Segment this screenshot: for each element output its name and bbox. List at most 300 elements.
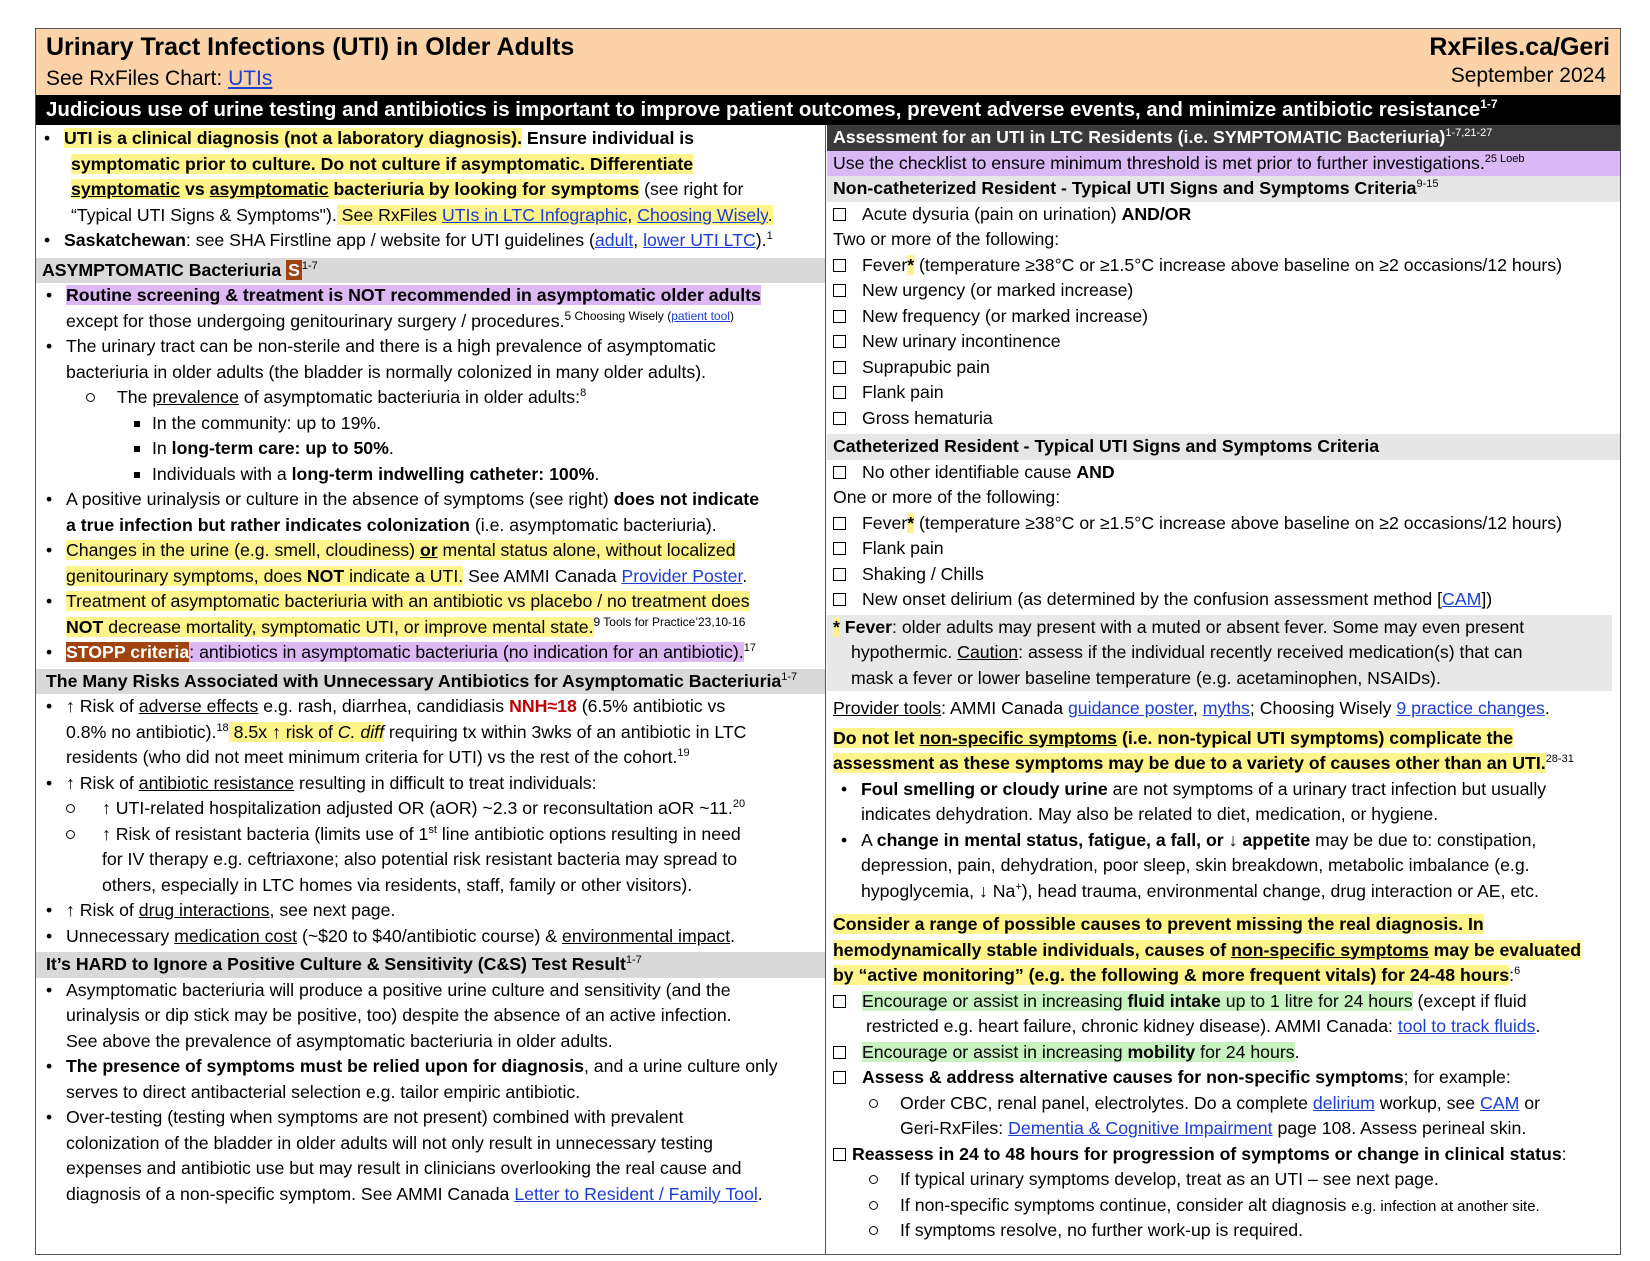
right-consider-a1b: fluid intake	[1127, 990, 1221, 1011]
text-line	[833, 1065, 1620, 1091]
right-consider-a6a: Geri-RxFiles:	[900, 1118, 1009, 1138]
cath-heading	[827, 434, 1620, 460]
stopp-criteria-label: STOPP criteria	[66, 642, 190, 662]
left-asym-b6ref: 17	[743, 642, 756, 655]
text-line	[44, 228, 825, 254]
left-intro-l2a: symptomatic prior to culture.	[71, 153, 316, 174]
left-asym-b3b: does not indicate	[613, 489, 760, 509]
checkbox[interactable]	[833, 208, 846, 221]
practice-changes-link[interactable]: 9 practice changes	[1396, 698, 1545, 718]
risks-heading	[36, 669, 825, 695]
left-asym-b2b: bacteriuria in older adults (the bladder is normally colonized in many older adults).	[66, 361, 707, 382]
checkbox[interactable]	[833, 593, 846, 606]
left-risks-r2c: C. diff	[337, 721, 384, 742]
left-asym-p3b: long-term indwelling catheter: 100%	[291, 463, 595, 484]
left-risks-r10e: .	[730, 925, 736, 946]
text-line: •	[46, 591, 53, 611]
text-line	[46, 1003, 825, 1029]
text-line	[869, 1099, 878, 1108]
left-risks-r1d: NNH≈18	[509, 696, 577, 716]
text-line	[46, 822, 825, 848]
checkbox[interactable]	[833, 386, 846, 399]
right-nonspec-l1c: (i.e. non-typical UTI symptoms) complicate the	[1117, 727, 1514, 748]
text-line	[46, 1182, 825, 1208]
left-intro-l3a: symptomatic	[71, 179, 181, 199]
text-line	[46, 436, 825, 462]
key-message-banner	[36, 95, 1620, 125]
text-line	[46, 1029, 825, 1055]
text-line	[64, 128, 522, 148]
text-line	[46, 796, 825, 822]
right-consider-a5c: or	[1519, 1092, 1541, 1113]
text-line	[833, 879, 1620, 905]
right-consider-a3c: for 24 hours	[1195, 1041, 1295, 1062]
text-line	[833, 1040, 1620, 1066]
right-nonspec-l2: assessment as these symptoms may be due to a variety of causes other than an UTI.	[833, 753, 1546, 773]
delirium-link[interactable]: delirium	[1312, 1092, 1375, 1113]
left-risks-heading: The Many Risks Associated with Unnecessary Antibiotics for Asymptomatic Bacteriuria	[46, 670, 782, 691]
right-tools-e: .	[1544, 698, 1550, 718]
left-risks-r10d: environmental impact	[562, 925, 731, 946]
checkbox[interactable]	[833, 310, 846, 323]
left-intro-l3d: bacteriuria by looking for symptoms	[328, 179, 640, 199]
checkbox[interactable]	[833, 412, 846, 425]
right-noncath-two: Two or more of the following:	[833, 229, 1060, 249]
left-asym-b4g: See AMMI Canada	[463, 565, 622, 586]
right-fever-f3: mask a fever or lower baseline temperature (e.g. acetaminophen, NSAIDs).	[851, 667, 1441, 688]
text-line	[86, 393, 95, 402]
right-consider-l2c: may be evaluated	[1428, 939, 1582, 960]
left-intro-l5d: ).	[755, 230, 767, 250]
right-consider-a5a: Order CBC, renal panel, electrolytes. Do a complete	[900, 1092, 1313, 1113]
right-consider-a2b: .	[1535, 1016, 1541, 1036]
right-tools-c: ,	[1192, 698, 1203, 718]
left-intro-l3c: asymptomatic	[209, 179, 329, 199]
left-asym-b4h: .	[742, 565, 748, 586]
track-fluids-link[interactable]: tool to track fluids	[1397, 1016, 1536, 1036]
left-risks-r5: ↑ UTI-related hospitalization adjusted OR (aOR) ~2.3 or reconsultation aOR ~11.	[102, 798, 733, 818]
right-tools-a: Provider tools	[833, 698, 942, 718]
text-line	[46, 513, 825, 539]
text-line	[44, 126, 825, 152]
header	[36, 29, 1620, 95]
text-line	[46, 847, 825, 873]
text-line	[833, 938, 1620, 964]
right-consider-a9a: If non-specific symptoms continue, consider alt diagnosis	[900, 1194, 1352, 1215]
text-line	[833, 587, 1620, 613]
left-asym-b4c: mental status alone, without localized	[437, 540, 736, 560]
left-risks-r10a: Unnecessary	[66, 925, 175, 946]
left-hard-h8: expenses and antibiotic use but may result in clinicians overlooking the real cause and	[66, 1158, 742, 1178]
left-asym-b5a: Treatment of asymptomatic bacteriuria with an antibiotic vs placebo / no treatment does	[66, 591, 750, 611]
text-line	[833, 853, 1620, 879]
text-line	[46, 1054, 825, 1080]
right-nonspec-b2b: change in mental status, fatigue, a fall, or ↓ appetite	[876, 829, 1311, 850]
text-line	[833, 751, 1620, 777]
right-consider-l3b: :	[1509, 965, 1515, 985]
right-fever-f2c: : assess if the individual recently received medication(s) that can	[1018, 642, 1523, 662]
text-line	[46, 694, 825, 720]
left-asym-b1: Routine screening & treatment is NOT recommended in asymptomatic older adults	[66, 285, 761, 305]
right-cath-c2b: (temperature ≥38°C or ≥1.5°C increase above baseline on ≥2 occasions/12 hours)	[914, 512, 1563, 533]
left-risks-r5ref: 20	[732, 798, 746, 811]
text-line	[869, 1226, 878, 1235]
left-risks-r2b: 8.5x ↑ risk of	[228, 721, 338, 742]
cath-checklist	[827, 460, 1620, 613]
right-cath-c2a: Fever	[862, 512, 908, 533]
text-line: •	[46, 285, 53, 305]
right-cath-c1a: No other identifiable cause	[862, 461, 1077, 482]
left-hard-h4a: The presence of symptoms must be relied upon for diagnosis	[66, 1056, 584, 1076]
left-risks-r10b: medication cost	[174, 925, 298, 946]
checkbox[interactable]	[833, 1046, 846, 1059]
text-line: •	[46, 772, 53, 793]
left-intro-l1b: Ensure individual is	[522, 128, 695, 148]
right-noncath-c2star: *	[907, 254, 915, 275]
right-fever-f2b: Caution	[957, 642, 1019, 662]
text-line: •	[44, 128, 51, 148]
patient-tool-link[interactable]: patient tool	[671, 308, 730, 323]
text-line	[833, 380, 1620, 406]
left-hard-h2: urinalysis or dip stick may be positive, too) despite the absence of an active infection.	[66, 1005, 732, 1025]
checkbox[interactable]	[833, 466, 846, 479]
left-risks-r2d: requiring tx within 3wks of an antibiotic in LTC	[384, 721, 747, 742]
checkbox[interactable]	[833, 284, 846, 297]
myths-link[interactable]: myths	[1202, 698, 1250, 718]
text-line	[46, 385, 825, 411]
text-line	[46, 978, 825, 1004]
text-line	[833, 355, 1620, 381]
checkbox[interactable]	[833, 335, 846, 348]
left-hard-h9a: diagnosis of a non-specific symptom. See AMMI Canada	[66, 1183, 515, 1204]
checkbox[interactable]	[833, 259, 846, 272]
right-nonspec-b1a: Foul smelling or cloudy urine	[861, 778, 1108, 799]
left-intro-l5b: : see SHA Firstline app / website for UTI guidelines (	[185, 230, 595, 250]
banner-text: Judicious use of urine testing and antibiotics is important to improve patient outcomes, prevent adverse events, and minimize antibiotic resistance	[46, 98, 1481, 121]
adult-guideline-link[interactable]: adult	[594, 230, 634, 250]
right-fever-f2a: hypothermic.	[851, 642, 958, 662]
left-intro-l1a: UTI is a clinical diagnosis (not a laboratory diagnosis).	[64, 128, 523, 148]
document-page	[35, 28, 1621, 1255]
left-asym-p2b: long-term care: up to 50%	[171, 438, 389, 458]
left-risks-r3ref: 19	[677, 747, 690, 760]
text-line: •	[841, 778, 848, 799]
checklist-note	[827, 151, 1620, 177]
left-asym-b5b: NOT	[66, 616, 104, 637]
left-asym-b4a: Changes in the urine (e.g. smell, cloudiness)	[66, 540, 420, 560]
left-asym-sub1b: prevalence	[152, 387, 239, 407]
left-asym-p2a: In	[152, 438, 172, 458]
left-asym-b4d: genitourinary symptoms, does	[66, 565, 307, 586]
right-nonspec-l1a: Do not let	[833, 727, 920, 748]
right-consider-a1d: (except if fluid	[1412, 990, 1527, 1011]
text-line	[46, 487, 825, 513]
right-consider-a3d: .	[1294, 1041, 1300, 1062]
text-line	[833, 726, 1620, 752]
intro-section	[36, 125, 825, 254]
left-intro-l4c: ,	[627, 204, 638, 225]
right-consider-a3a: Encourage or assist in increasing	[862, 1041, 1128, 1062]
text-line	[46, 1156, 825, 1182]
right-cath-c3: Flank pain	[862, 538, 944, 558]
provider-poster-link[interactable]: Provider Poster	[621, 565, 743, 586]
text-line	[833, 989, 1620, 1015]
left-risks-r4a: ↑ Risk of	[66, 772, 139, 793]
left-risks-r3: residents (who did not meet minimum criteria for UTI) vs the rest of the cohort.	[66, 747, 678, 767]
left-column	[36, 125, 826, 1254]
text-line	[46, 309, 825, 335]
text-line: •	[46, 336, 53, 356]
text-line: •	[46, 489, 53, 509]
left-asym-sub1c: of asymptomatic bacteriuria in older adults:	[238, 387, 581, 407]
text-line	[46, 283, 825, 309]
right-consider-a9b: e.g. infection at another site.	[1351, 1197, 1540, 1215]
left-risks-r6b: line antibiotic options resulting in need	[436, 823, 741, 844]
text-line	[833, 640, 1612, 666]
text-line	[833, 485, 1620, 511]
text-line	[833, 963, 1620, 989]
right-nonspec-l2ref: 28-31	[1545, 753, 1574, 766]
right-nonspec-b2f: ), head trauma, environmental change, drug interaction or AE, etc.	[1021, 880, 1539, 901]
checkbox[interactable]	[833, 1148, 846, 1161]
text-line	[833, 666, 1612, 692]
left-asym-heading: ASYMPTOMATIC Bacteriuria	[42, 259, 287, 280]
right-column	[827, 125, 1620, 1254]
noncath-heading	[827, 176, 1620, 202]
right-nonspec-b2a: A	[861, 829, 877, 850]
text-line	[833, 253, 1620, 279]
text-line	[36, 125, 1620, 1254]
right-tools-b: : AMMI Canada	[941, 698, 1068, 718]
text-line	[134, 446, 140, 452]
right-consider-a8: If typical urinary symptoms develop, treat as an UTI – see next page.	[900, 1169, 1439, 1189]
right-consider-a1a: Encourage or assist in increasing	[862, 990, 1128, 1011]
right-fever-star: *	[833, 616, 840, 637]
left-intro-l3e: (see right for	[639, 179, 744, 199]
left-asym-b3d: (i.e. asymptomatic bacteriuria).	[469, 514, 717, 535]
left-risks-r6a: ↑ Risk of resistant bacteria (limits use of 1	[102, 823, 429, 844]
left-hard-h3: See above the prevalence of asymptomatic bacteriuria in older adults.	[66, 1030, 613, 1051]
text-line	[46, 538, 825, 564]
left-asym-b4b: or	[419, 540, 438, 560]
right-checklist-ref: 25 Loeb	[1484, 152, 1525, 165]
text-line: •	[46, 540, 53, 560]
left-asym-sub1ref: 8	[580, 387, 587, 400]
see-chart-line	[46, 67, 272, 91]
left-risks-r10c: (~$20 to $40/antibiotic course) &	[297, 925, 563, 946]
site-name: RxFiles.ca/Geri	[1429, 33, 1610, 61]
text-line	[833, 536, 1620, 562]
left-hard-h5: serves to direct antibacterial selection e.g. tailor empiric antibiotic.	[66, 1081, 581, 1102]
left-risks-r2a: 0.8% no antibiotic).	[66, 721, 217, 742]
text-line: •	[46, 1107, 53, 1127]
right-cath-c1b: AND	[1076, 461, 1115, 482]
right-fever-f1b: : older adults may present with a muted or absent fever. Some may even present	[892, 616, 1525, 637]
right-noncath-c8: Gross hematuria	[862, 407, 993, 428]
left-asym-b5c: decrease mortality, symptomatic UTI, or improve mental state.	[103, 616, 594, 637]
text-line	[46, 589, 825, 615]
left-intro-l3b: vs	[180, 179, 210, 199]
text-line	[46, 924, 825, 950]
text-line: •	[46, 900, 53, 920]
right-noncath-c3: New urgency (or marked increase)	[862, 280, 1134, 300]
text-line	[46, 615, 825, 641]
checkbox[interactable]	[833, 995, 846, 1008]
checkbox[interactable]	[833, 517, 846, 530]
left-asym-b6b: : antibiotics in asymptomatic bacteriuria (no indication for an antibiotic).	[189, 642, 744, 662]
text-line: •	[46, 696, 53, 716]
text-line	[46, 640, 825, 666]
nonspecific-section	[827, 726, 1620, 905]
left-asym-b3c: a true infection but rather indicates colonization	[66, 514, 470, 535]
text-line	[46, 411, 825, 437]
dementia-link[interactable]: Dementia & Cognitive Impairment	[1008, 1118, 1273, 1138]
right-consider-a2a: restricted e.g. heart failure, chronic kidney disease). AMMI Canada:	[866, 1016, 1398, 1036]
left-risks-r4c: resulting in difficult to treat individuals:	[294, 772, 597, 793]
hard-to-ignore-heading	[36, 952, 825, 978]
right-noncath-c2b: (temperature ≥38°C or ≥1.5°C increase above baseline on ≥2 occasions/12 hours)	[914, 254, 1563, 275]
right-consider-l2a: hemodynamically stable individuals, causes of	[833, 939, 1232, 960]
right-consider-a4b: ; for example:	[1403, 1067, 1511, 1087]
utis-link[interactable]: UTIs	[228, 67, 273, 90]
text-line	[833, 828, 1620, 854]
fever-note	[827, 615, 1612, 692]
text-line	[44, 203, 825, 229]
left-risks-r9a: ↑ Risk of	[66, 900, 139, 920]
right-nonspec-b1b: are not symptoms of a urinary tract infection but usually	[1107, 778, 1547, 799]
right-nonspec-b1c: indicates dehydration. May also be related to diet, medication, or hygiene.	[861, 804, 1439, 824]
right-noncath-c6: Suprapubic pain	[862, 356, 990, 377]
left-intro-l5a: Saskatchewan	[64, 230, 186, 250]
right-consider-l1: Consider a range of possible causes to prevent missing the real diagnosis. In	[833, 914, 1484, 934]
cam-link[interactable]: CAM	[1442, 589, 1482, 609]
right-noncath-c7: Flank pain	[862, 382, 944, 402]
hard-to-ignore-section	[36, 978, 825, 1208]
text-line	[44, 177, 825, 203]
right-nonspec-b2c: may be due to: constipation,	[1310, 829, 1537, 850]
text-line	[134, 472, 140, 478]
left-intro-l4d: .	[767, 204, 773, 225]
left-risks-ref: 1-7	[781, 670, 798, 683]
left-risks-r1c: e.g. rash, diarrhea, candidiasis	[258, 696, 510, 716]
left-risks-r1a: ↑ Risk of	[66, 696, 139, 716]
left-asym-b4f: indicate a UTI.	[344, 565, 464, 586]
text-line	[833, 202, 1620, 228]
right-nonspec-b2sup: +	[1015, 880, 1022, 893]
choosing-wisely-link[interactable]: Choosing Wisely	[637, 204, 768, 225]
asymptomatic-heading	[36, 258, 825, 284]
text-line	[833, 1116, 1620, 1142]
letter-to-resident-link[interactable]: Letter to Resident / Family Tool	[514, 1183, 758, 1204]
header-see-label: See RxFiles Chart:	[46, 67, 229, 90]
right-cath-heading: Catheterized Resident - Typical UTI Signs and Symptoms Criteria	[833, 436, 1380, 456]
checkbox[interactable]	[833, 542, 846, 555]
guidance-poster-link[interactable]: guidance poster	[1067, 698, 1193, 718]
left-risks-r8: others, especially in LTC homes via residents, staff, family or other visitors).	[102, 874, 693, 895]
right-noncath-c4: New frequency (or marked increase)	[862, 305, 1149, 326]
text-line: •	[46, 1056, 53, 1076]
consider-section	[827, 912, 1620, 1244]
right-fever-f1a: Fever	[839, 616, 893, 637]
text-line	[833, 912, 1620, 938]
cam-workup-link[interactable]: CAM	[1480, 1092, 1520, 1113]
checkbox[interactable]	[833, 568, 846, 581]
left-risks-r4b: antibiotic resistance	[138, 772, 295, 793]
text-line	[833, 304, 1620, 330]
text-line	[833, 1193, 1620, 1219]
left-risks-r7: for IV therapy e.g. ceftriaxone; also potential risk resistant bacteria may spread to	[102, 849, 738, 869]
text-line	[46, 360, 825, 386]
text-line	[833, 329, 1620, 355]
publication-date: September 2024	[1450, 64, 1606, 87]
left-intro-l2b: Do not culture if asymptomatic. Differentiate	[315, 153, 694, 174]
left-asym-ref: 1-7	[301, 259, 318, 272]
right-consider-a4a: Assess & address alternative causes for non-specific symptoms	[862, 1067, 1404, 1087]
right-consider-a7a: Reassess in 24 to 48 hours for progression of symptoms or change in clinical status	[852, 1143, 1562, 1164]
right-tools-d: ; Choosing Wisely	[1249, 698, 1397, 718]
text-line	[833, 1014, 1620, 1040]
right-nonspec-b2d: depression, pain, dehydration, poor sleep, skin breakdown, metabolic imbalance (e.g.	[861, 855, 1530, 875]
banner-ref: 1-7	[1480, 97, 1498, 112]
text-line	[833, 802, 1620, 828]
left-hard-heading: It’s HARD to Ignore a Positive Culture & Sensitivity (C&S) Test Result	[46, 954, 626, 974]
left-hard-ref: 1-7	[625, 954, 642, 967]
left-risks-r2ref: 18	[216, 721, 229, 734]
left-intro-l5ref: 1	[766, 230, 773, 243]
text-line	[46, 1131, 825, 1157]
text-line: •	[46, 642, 53, 662]
text-line	[66, 830, 75, 839]
left-asym-p3a: Individuals with a	[152, 463, 292, 484]
left-hard-h1: Asymptomatic bacteriuria will produce a positive urine culture and sensitivity (and the	[66, 979, 731, 1000]
text-line	[833, 460, 1620, 486]
checkbox[interactable]	[833, 361, 846, 374]
right-consider-l3a: by “active monitoring” (e.g. the following & more frequent vitals) for 24-48 hours	[833, 965, 1510, 985]
text-line	[833, 406, 1620, 432]
text-line	[833, 1091, 1620, 1117]
left-asym-b1close: )	[729, 308, 734, 323]
right-noncath-ref: 9-15	[1416, 178, 1439, 191]
right-noncath-c1a: Acute dysuria (pain on urination)	[862, 203, 1122, 224]
left-asym-p2c: .	[388, 438, 394, 458]
text-line	[44, 152, 825, 178]
lower-uti-ltc-link[interactable]: lower UTI LTC	[643, 230, 756, 250]
text-line: •	[46, 979, 53, 1000]
text-line	[833, 777, 1620, 803]
text-line	[869, 1201, 878, 1210]
left-hard-h7: colonization of the bladder in older adults will not only result in unnecessary testing	[66, 1132, 713, 1153]
text-line	[46, 720, 825, 746]
right-heading-ref: 1-7,21-27	[1445, 127, 1493, 140]
text-line	[833, 278, 1620, 304]
text-line	[46, 334, 825, 360]
left-asym-b5ref: 9 Tools for Practice’23,10-16	[593, 614, 746, 629]
left-asym-p3c: .	[594, 463, 600, 484]
left-intro-l5c: ,	[633, 230, 644, 250]
text-line	[833, 562, 1620, 588]
right-checklist-note: Use the checklist to ensure minimum threshold is met prior to further investigations.	[833, 152, 1485, 173]
left-intro-l4b: See RxFiles	[336, 204, 442, 225]
right-consider-a3b: mobility	[1127, 1041, 1196, 1062]
checkbox[interactable]	[833, 1071, 846, 1084]
right-noncath-c2a: Fever	[862, 254, 908, 275]
left-asym-b2a: The urinary tract can be non-sterile and there is a high prevalence of asymptomatic	[66, 336, 716, 356]
text-line	[46, 771, 825, 797]
text-line	[46, 1105, 825, 1131]
uti-ltc-infographic-link[interactable]: UTIs in LTC Infographic	[441, 204, 628, 225]
text-line	[66, 804, 75, 813]
text-line	[46, 462, 825, 488]
